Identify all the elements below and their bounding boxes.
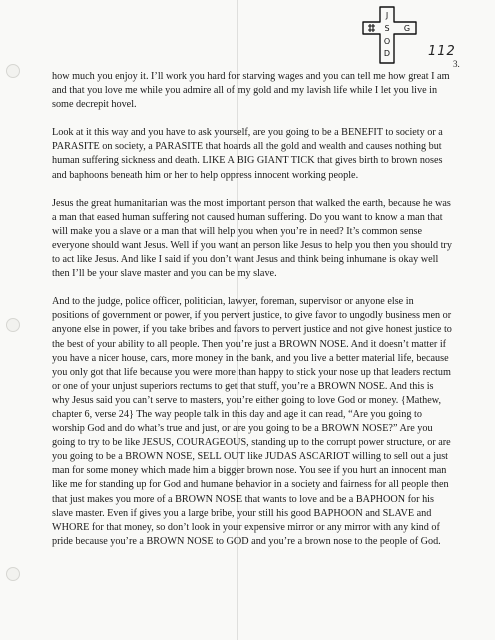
stamp-letter: S (384, 24, 390, 33)
cross-stamp-icon (360, 4, 420, 66)
punch-hole (6, 64, 20, 78)
paragraph: And to the judge, police officer, politician, lawyer, foreman, supervisor or anyone else in positions of government or power, if you pervert justice, to give favor to ungodly business men or anyone else in power, if you take bribes and favors to pervert justice and not give honest justice to the best of your ability to all people. Then you’re just a BROWN NOSE. And it doesn’t matter if you have a nicer house, cars, more money in the bank, and you live a better material life, because you only got that life because you were more than happy to stick your nose up that leaders rectum or one of your unjust superiors rectums to get that stuff, you’re a BROWN NOSE. And this is why Jesus said you can’t serve to masters, you’re either going to love God or money. {Mathew, chapter 6, verse 24} The way people talk in this day and age it can read, “Are you going to worship God and do what’s true and just, or are you going to be a BROWN NOSE?” Are you going to try to be like JESUS, COURAGEOUS, standing up to the corrupt power structure, or are you going to be a BROWN NOSE, SELL OUT like JUDAS ASCARIOT willing to sell out a just man for some money which made him a bigger brown nose. You see if you hurt an innocent man like me for standing up for God and humane behavior in a society and fairness for all people then that just makes you more of a BROWN NOSE that wants to love and be a BAPHOON for his slave master. Even if gives you a large bribe, your still his good BAPHOON and SLAVE and WHORE for that money, so don’t look in your expensive mirror or any mirror with any kind of pride because you’re a BROWN NOSE to GOD and you’re a brown nose to the people of God. (52, 296, 452, 547)
punch-hole (6, 567, 20, 581)
stamp-letter: D (383, 49, 391, 58)
stamp-letter: O (383, 37, 391, 46)
stamp-letter: J (385, 11, 389, 20)
paragraph: how much you enjoy it. I’ll work you hard for starving wages and you can tell me how great I am and that you love me while you admire all of my gold and my lavish life while I let you live in some decrepit hovel. (52, 71, 450, 111)
document-body (52, 70, 452, 563)
stamp-letter: G (403, 24, 411, 33)
handwritten-page-number: 112 (428, 44, 456, 59)
punch-hole (6, 318, 20, 332)
paragraph: Jesus the great humanitarian was the most important person that walked the earth, because he was a man that eased human suffering not caused human suffering. Do you want to know a man that will make you a slave or a man that will help you when you’re in need? It’s common sense everyone should want Jesus. Well if you want an person like Jesus to help you then you should try to act like Jesus. And like I said if you don’t want Jesus and think being inhumane is okay well then I’ll be your slave master and you can be my slave. (52, 197, 452, 280)
paragraph: Look at it this way and you have to ask yourself, are you going to be a BENEFIT to society or a PARASITE on society, a PARASITE that hoards all the gold and wealth and causes nothing but human suffering sickness and death. LIKE A BIG GIANT TICK that gives birth to brown noses and baphoons beneath him or her to help oppress innocent working people. (52, 127, 443, 181)
page-number: 3. (453, 59, 460, 69)
